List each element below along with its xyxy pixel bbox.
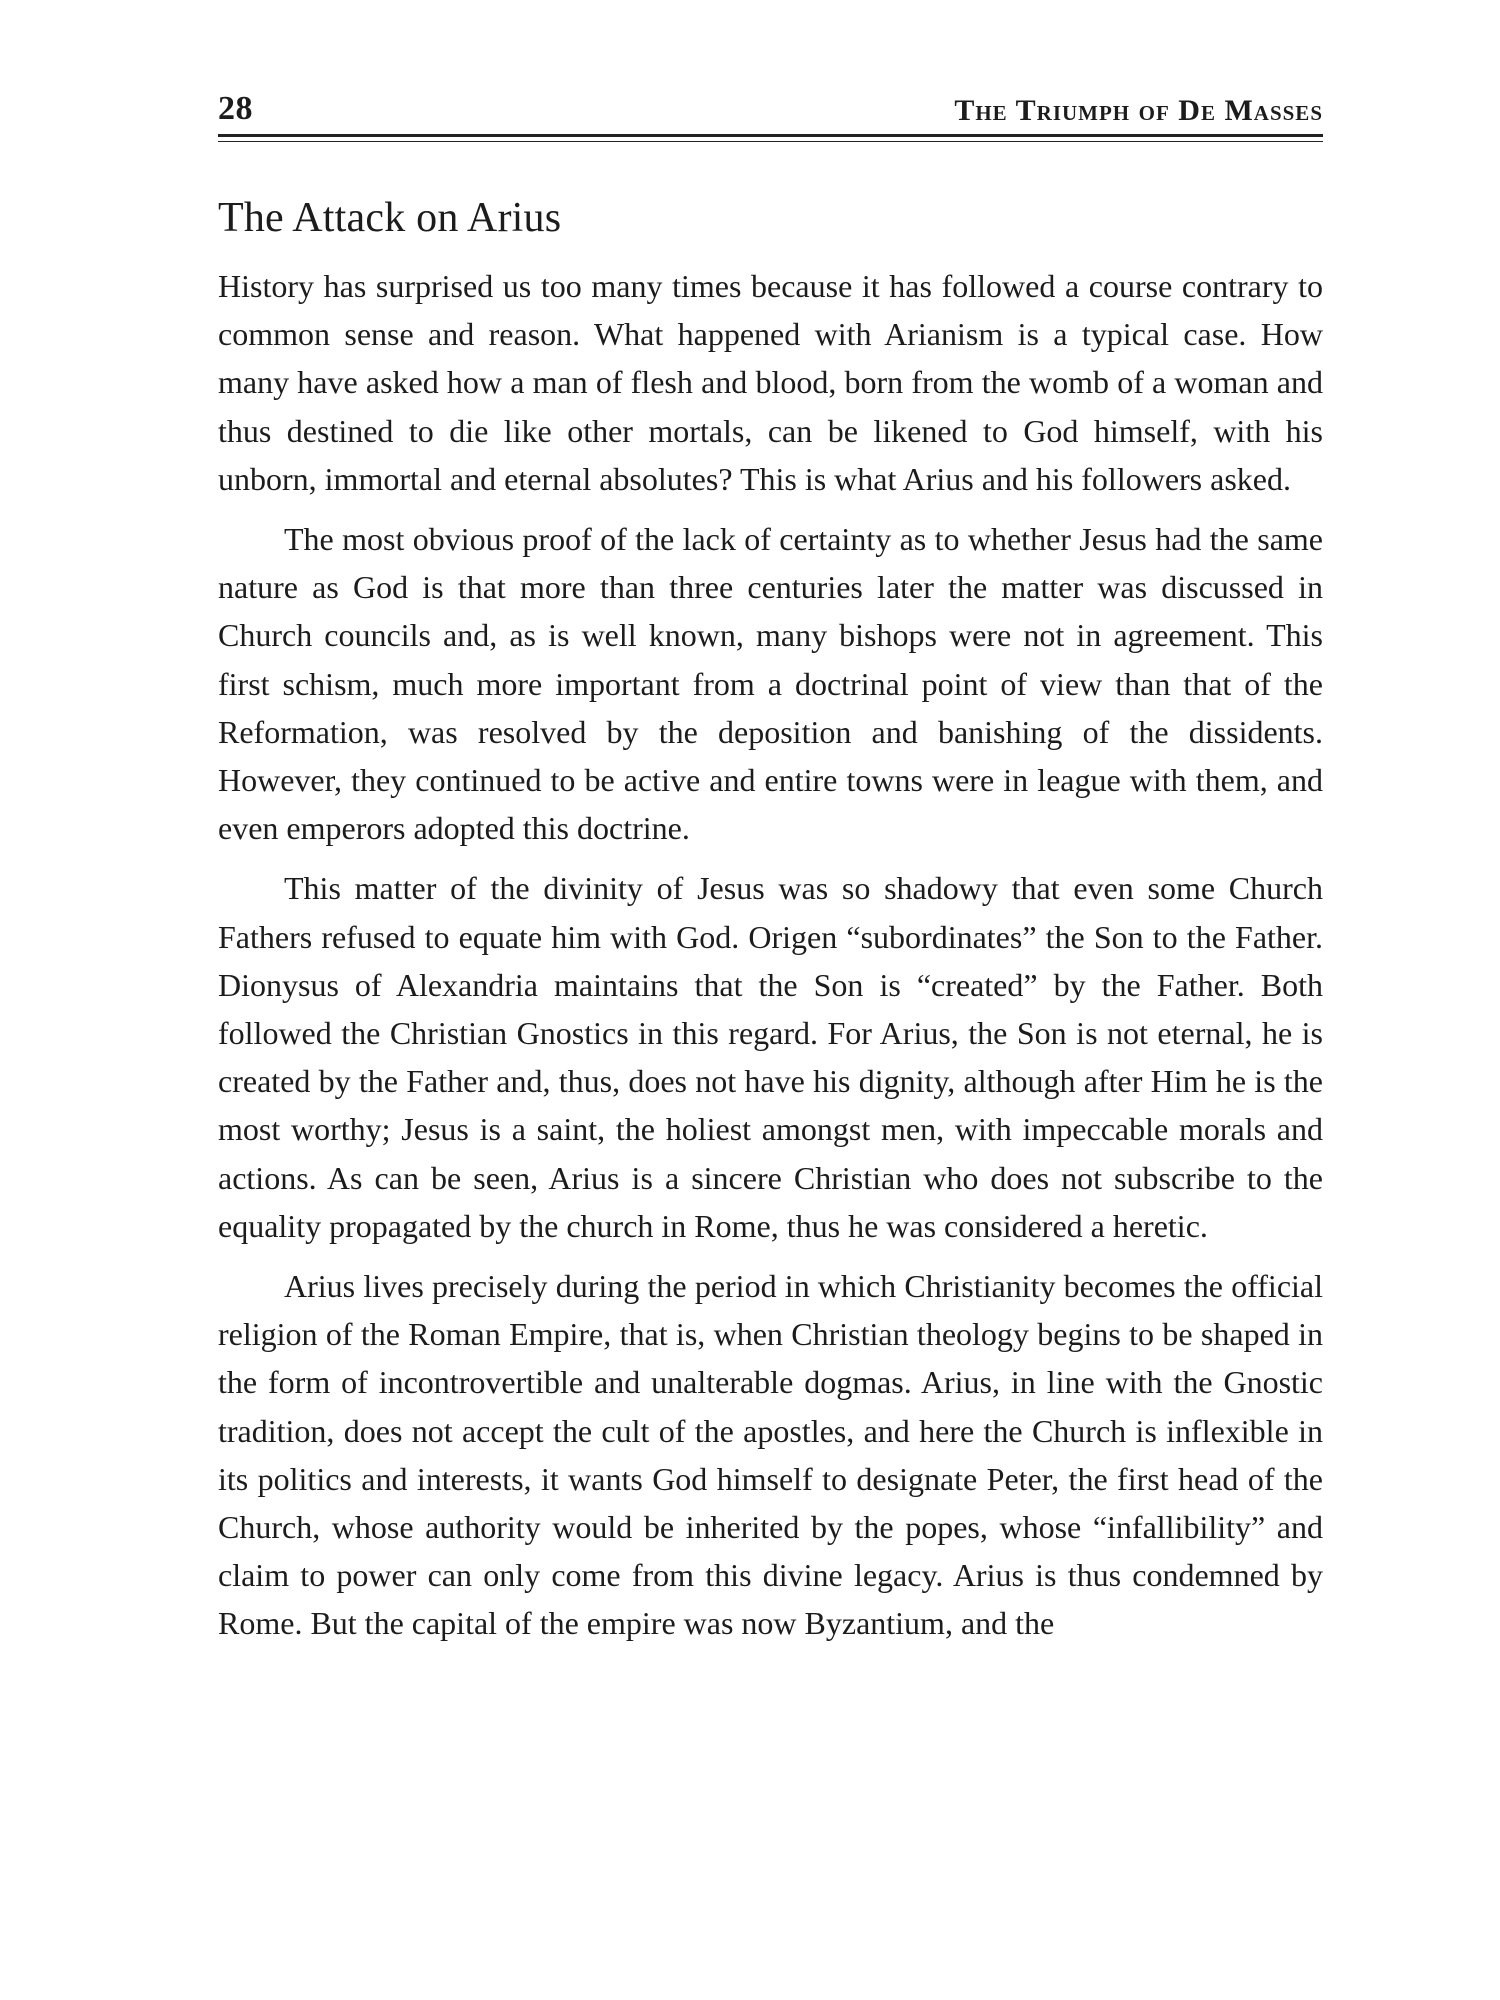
paragraph-4: Arius lives precisely during the period in which Christianity becomes the official religion of the Roman Empire, that is, when Christian theology begins to be shaped in the form of incontrovertible and unalterable dogmas. Arius, in line with the Gnostic tradition, does not accept the cult of the apostles, and here the Church is inflexible in its politics and interests, it wants God himself to designate Peter, the first head of the Church, whose authority would be inherited by the popes, whose “infallibility” and claim to power can only come from this divine legacy. Arius is thus condemned by Rome. But the capital of the empire was now Byzantium, and the (218, 1268, 1323, 1642)
running-header (218, 78, 1323, 126)
running-title: The Triumph of De Masses (954, 94, 1323, 127)
section-title: The Attack on Arius (218, 195, 562, 241)
book-page (218, 78, 1323, 1660)
header-rule (218, 134, 1323, 142)
paragraph-2: The most obvious proof of the lack of certainty as to whether Jesus had the same nature as God is that more than three centuries later the matter was discussed in Church councils and, as is well known, many bishops were not in agreement. This first schism, much more important from a doctrinal point of view than that of the Reformation, was resolved by the deposition and banishing of the dissidents. However, they continued to be active and entire towns were in league with them, and even emperors adopted this doctrine. (218, 521, 1323, 847)
paragraph-1: History has surprised us too many times because it has followed a course contrary to common sense and reason. What happened with Arianism is a typical case. How many have asked how a man of flesh and blood, born from the womb of a woman and thus destined to die like other mortals, can be likened to God himself, with his unborn, immortal and eternal absolutes? This is what Arius and his followers asked. (218, 268, 1323, 497)
paragraph-3: This matter of the divinity of Jesus was so shadowy that even some Church Fathers refused to equate him with God. Origen “subordinates” the Son to the Father. Dionysus of Alexandria maintains that the Son is “created” by the Father. Both followed the Christian Gnostics in this regard. For Arius, the Son is not eternal, he is created by the Father and, thus, does not have his dignity, although after Him he is the most worthy; Jesus is a saint, the holiest amongst men, with impeccable morals and actions. As can be seen, Arius is a sincere Christian who does not subscribe to the equality propagated by the church in Rome, thus he was considered a heretic. (218, 870, 1323, 1244)
page-number: 28 (218, 90, 253, 127)
